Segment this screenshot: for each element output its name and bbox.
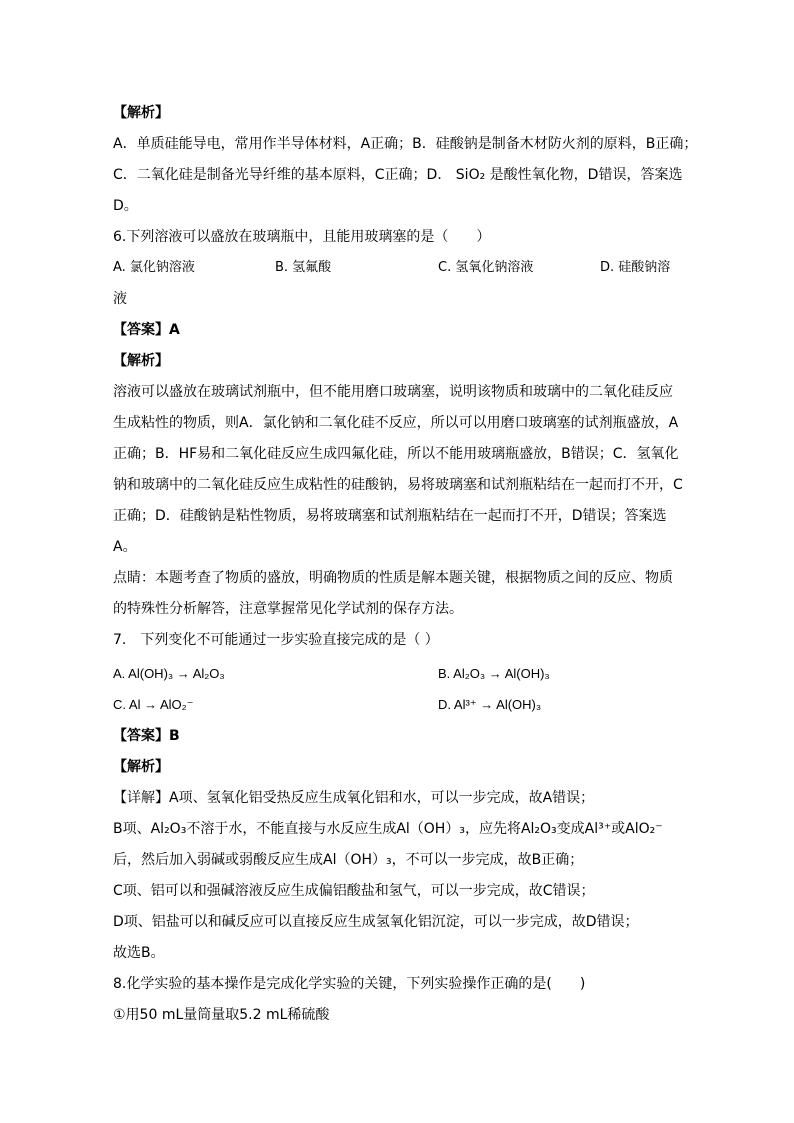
q5-analysis-line-1: A．单质硅能导电，常用作半导体材料，A正确；B．硅酸钠是制备木材防火剂的原料，B正确； [113,136,698,152]
q5-analysis-tag: 【解析】 [113,105,169,121]
q7-analysis-tag: 【解析】 [113,759,169,775]
q7-answer: 【答案】B [113,728,180,744]
q8-stem: 8.化学实验的基本操作是完成化学实验的关键，下列实验操作正确的是( ) [113,976,586,992]
q6-comment-line-1: 点睛：本题考查了物质的盛放，明确物质的性质是解本题关键，根据物质之间的反应、物质 [113,570,673,586]
q5-analysis-line-3: D。 [113,198,138,214]
q7-option-d: D. Al³⁺ → Al(OH)₃ [438,697,542,712]
q6-option-d-wrap: 液 [113,291,127,307]
q7-analysis-line-5: D项、铝盐可以和碱反应可以直接反应生成氢氧化铝沉淀，可以一步完成，故D错误； [113,914,639,930]
q6-option-d: D. 硅酸钠溶 [600,260,671,275]
q7-analysis-line-3: 后，然后加入弱碱或弱酸反应生成Al（OH）₃，不可以一步完成，故B正确； [113,852,584,868]
q6-answer: 【答案】A [113,322,180,338]
q7-stem: 7. 下列变化不可能通过一步实验直接完成的是（ ） [113,632,439,648]
q6-analysis-line-3: 正确；B．HF易和二氧化硅反应生成四氟化硅，所以不能用玻璃瓶盛放，B错误；C．氢氧化 [113,446,679,462]
q7-option-a: A. Al(OH)₃ → Al₂O₃ [113,666,225,681]
q6-analysis-line-2: 生成粘性的物质，则A．氯化钠和二氧化硅不反应，所以可以用磨口玻璃塞的试剂瓶盛放，A [113,415,679,431]
q5-analysis-line-2 [113,165,682,185]
q7-option-c: C. Al → AlO₂⁻ [113,697,194,712]
q6-analysis-line-4: 钠和玻璃中的二氧化硅反应生成粘性的硅酸钠，易将玻璃塞和试剂瓶粘结在一起而打不开，C [113,477,683,493]
q8-item-1: ①用50 mL量筒量取5.2 mL稀硫酸 [113,1007,330,1023]
q7-analysis-line-2: B项、Al₂O₃不溶于水，不能直接与水反应生成Al（OH）₃，应先将Al₂O₃变成Al³⁺或AlO₂⁻ [113,821,663,837]
sio2-formula: SiO₂ [455,167,486,183]
q7-analysis-line-4: C项、铝可以和强碱溶液反应生成偏铝酸盐和氢气，可以一步完成，故C错误； [113,883,595,899]
q5-analysis-line-2a: C．二氧化硅是制备光导纤维的基本原料，C正确；D． [113,167,452,183]
q6-analysis-line-1: 溶液可以盛放在玻璃试剂瓶中，但不能用磨口玻璃塞，说明该物质和玻璃中的二氧化硅反应 [113,384,673,400]
q6-comment-line-2: 的特殊性分析解答，注意掌握常见化学试剂的保存方法。 [113,601,463,617]
q7-option-b: B. Al₂O₃ → Al(OH)₃ [438,666,550,681]
q6-option-c: C. 氢氧化钠溶液 [438,260,534,275]
q6-option-b: B. 氢氟酸 [275,260,332,275]
q7-analysis-line-1: 【详解】A项、氢氧化铝受热反应生成氧化铝和水，可以一步完成，故A错误； [113,790,595,806]
q6-option-a: A. 氯化钠溶液 [113,260,195,275]
q6-analysis-tag: 【解析】 [113,353,169,369]
q6-stem: 6.下列溶液可以盛放在玻璃瓶中，且能用玻璃塞的是（ ） [113,229,491,245]
q6-analysis-line-6: A。 [113,539,137,555]
q5-analysis-line-2b: 是酸性氧化物，D错误，答案选 [489,167,683,183]
q6-analysis-line-5: 正确；D．硅酸钠是粘性物质，易将玻璃塞和试剂瓶粘结在一起而打不开，D错误；答案选 [113,508,667,524]
q7-analysis-line-6: 故选B。 [113,945,165,961]
